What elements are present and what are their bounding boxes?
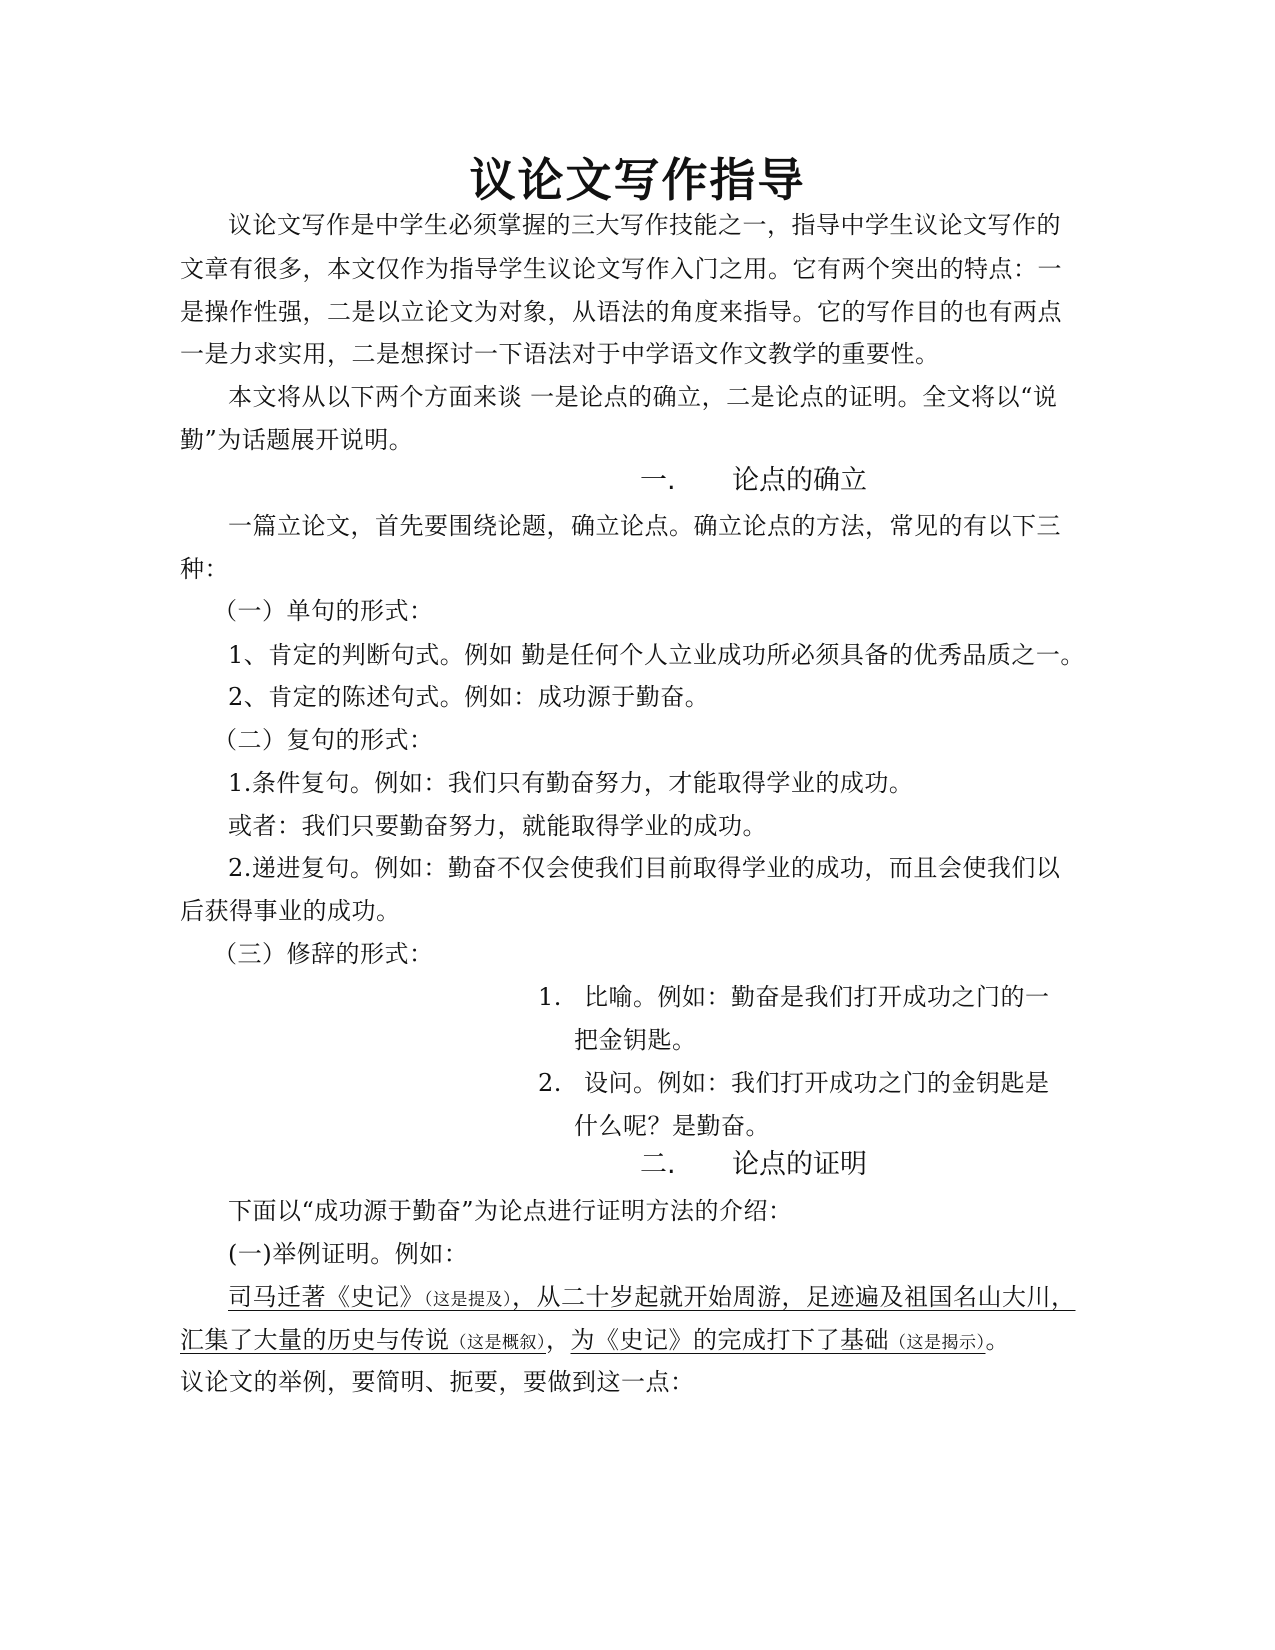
numbered-item-continuation: 什么呢？是勤奋。 (574, 1112, 770, 1140)
list-item: 1.条件复句。例如：我们只有勤奋努力，才能取得学业的成功。 (228, 769, 914, 797)
example-text: 为《史记》的完成打下了基础 (570, 1326, 889, 1354)
subheading-single-sentence: （一）单句的形式： (213, 597, 434, 625)
list-item: 后获得事业的成功。 (180, 897, 401, 925)
section-title: 论点的确立 (732, 465, 867, 496)
document-title: 议论文写作指导 (469, 153, 806, 207)
item-number: 1. (538, 983, 562, 1011)
example-annotation: （这是提及） (424, 1290, 512, 1310)
numbered-item-continuation: 把金钥匙。 (574, 1026, 697, 1054)
example-line (228, 1282, 1076, 1315)
intro-p2-line: 本文将从以下两个方面来谈 一是论点的确立，二是论点的证明。全文将以“说 (228, 383, 1058, 411)
example-text: ， (546, 1326, 571, 1354)
example-annotation: （这是概叙） (449, 1333, 546, 1353)
section1-intro-line: 一篇立论文，首先要围绕论题，确立论点。确立论点的方法，常见的有以下三 (228, 512, 1061, 540)
section-number: 一. (640, 465, 676, 496)
intro-p1-line: 文章有很多，本文仅作为指导学生议论文写作入门之用。它有两个突出的特点：一 (180, 255, 1062, 283)
section-heading-2 (640, 1148, 867, 1182)
list-item: 2、肯定的陈述句式。例如：成功源于勤奋。 (228, 683, 710, 711)
intro-p2-line: 勤”为话题展开说明。 (180, 426, 414, 454)
list-item: 2.递进复句。例如：勤奋不仅会使我们目前取得学业的成功，而且会使我们以 (228, 854, 1061, 882)
numbered-item (538, 982, 1050, 1012)
list-item: 1、肯定的判断句式。例如 勤是任何个人立业成功所必须具备的优秀品质之一。 (228, 641, 1085, 669)
item-number: 2. (538, 1069, 562, 1097)
example-annotation: （这是揭示） (889, 1333, 986, 1353)
list-item: 或者：我们只要勤奋努力，就能取得学业的成功。 (228, 812, 767, 840)
item-text: 设问。例如：我们打开成功之门的金钥匙是 (584, 1069, 1050, 1097)
example-line (180, 1325, 1010, 1358)
section2-intro: 下面以“成功源于勤奋”为论点进行证明方法的介绍： (228, 1197, 793, 1225)
intro-p1-line: 议论文写作是中学生必须掌握的三大写作技能之一，指导中学生议论文写作的 (228, 211, 1061, 239)
section-number: 二. (640, 1149, 676, 1180)
intro-p1-line: 是操作性强，二是以立论文为对象，从语法的角度来指导。它的写作目的也有两点 (180, 298, 1062, 326)
example-text: 汇集了大量的历史与传说 (180, 1326, 450, 1354)
section-heading-1 (640, 464, 867, 498)
intro-p1-line: 一是力求实用，二是想探讨一下语法对于中学语文作文教学的重要性。 (180, 340, 940, 368)
subheading-rhetoric: （三）修辞的形式： (213, 940, 434, 968)
subheading-example-proof: (一)举例证明。例如： (228, 1240, 469, 1268)
example-followup: 议论文的举例，要简明、扼要，要做到这一点： (180, 1368, 695, 1396)
section-title: 论点的证明 (732, 1149, 867, 1180)
subheading-complex-sentence: （二）复句的形式： (213, 726, 434, 754)
numbered-item (538, 1068, 1050, 1098)
example-text: 司马迁著《史记》 (228, 1283, 424, 1311)
section1-intro-line: 种： (180, 555, 229, 583)
example-text: ，从二十岁起就开始周游，足迹遍及祖国名山大川， (512, 1283, 1076, 1311)
example-text: 。 (985, 1326, 1010, 1354)
item-text: 比喻。例如：勤奋是我们打开成功之门的一 (584, 983, 1050, 1011)
